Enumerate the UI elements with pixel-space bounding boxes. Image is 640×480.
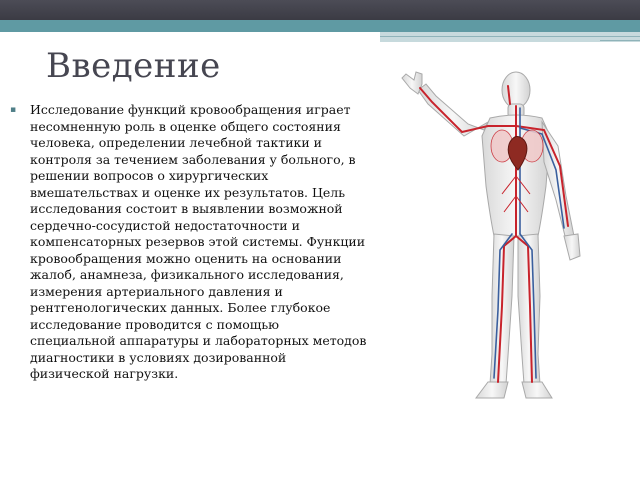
slide-title: Введение	[46, 46, 221, 86]
bullet-icon: ▪	[10, 105, 17, 115]
body-silhouette	[402, 72, 580, 398]
header-teal-band	[0, 20, 640, 32]
slide-content	[8, 102, 368, 383]
header-dark-bar	[0, 0, 640, 20]
body-text: Исследование функций кровообращения играет несомненную роль в оценке общего состояния человека, определении лечебной тактики и контроля за течением заболевания у больного, в решении вопросов о хирургических вмешательствах и оценке их результатов. Цель исследования состоит в выявлении возможной сердечно-сосудистой недостаточности и компенсаторных резервов этой системы. Функции кровообращения можно оценить на основании жалоб, анамнеза, физикального исследования, измерения артериального давления и рентгенологических данных. Более глубокое исследование проводится с помощью специальной аппаратуры и лабораторных методов диагностики в условиях дозированной физической нагрузки.	[30, 102, 367, 381]
decorative-line	[600, 40, 640, 41]
circulatory-system-figure	[392, 66, 600, 410]
decorative-line	[380, 36, 640, 37]
